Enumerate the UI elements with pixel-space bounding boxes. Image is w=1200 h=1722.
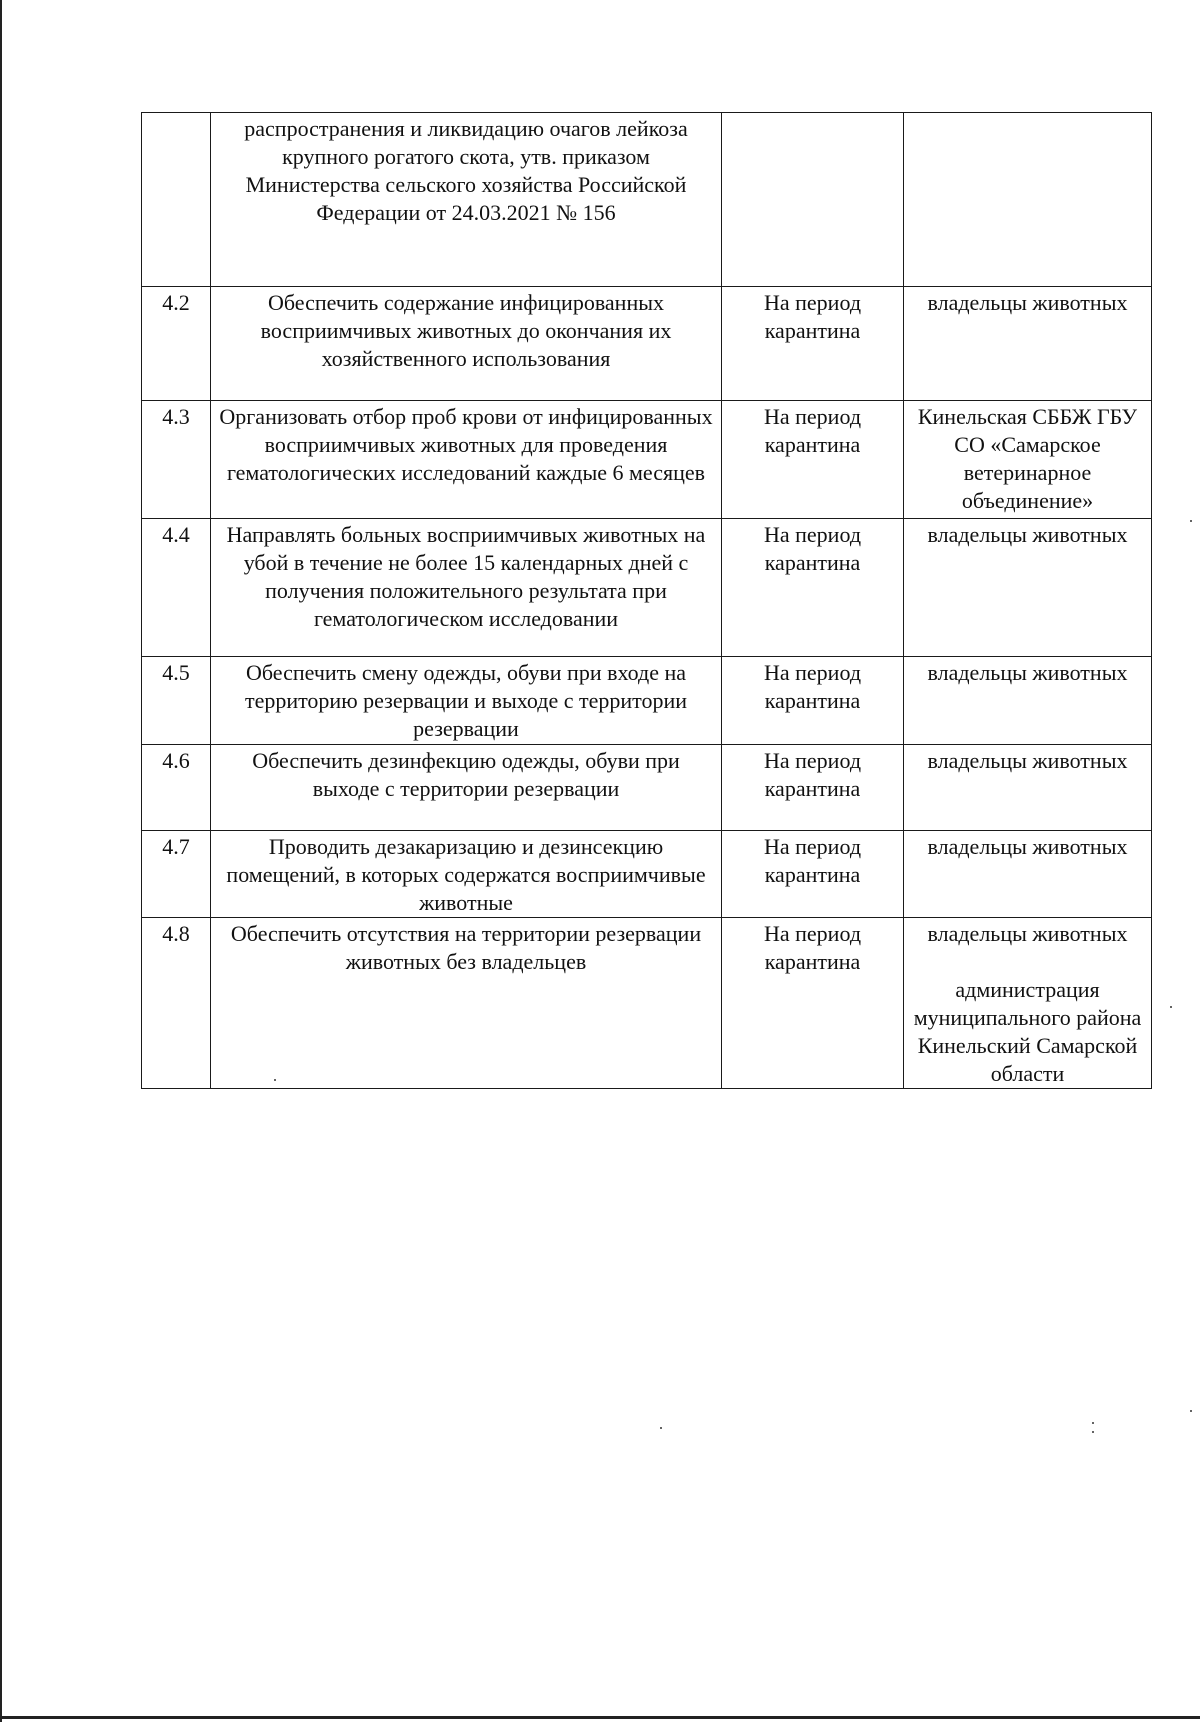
row-responsible: владельцы животных bbox=[904, 831, 1152, 918]
row-number bbox=[142, 113, 211, 287]
row-responsible-cell bbox=[904, 918, 1152, 1089]
scan-speck bbox=[660, 1427, 662, 1429]
row-action: Обеспечить отсутствия на территории резервации животных без владельцев bbox=[211, 918, 722, 1089]
row-term: На период карантина bbox=[722, 745, 904, 831]
row-number: 4.5 bbox=[142, 657, 211, 745]
row-responsible: владельцы животных bbox=[904, 745, 1152, 831]
row-term bbox=[722, 113, 904, 287]
row-action: Организовать отбор проб крови от инфицированных восприимчивых животных для проведения гематологических исследований каждые 6 месяцев bbox=[211, 401, 722, 519]
table-row bbox=[142, 657, 1152, 745]
row-number: 4.7 bbox=[142, 831, 211, 918]
row-term: На период карантина bbox=[722, 401, 904, 519]
row-action: распространения и ликвидацию очагов лейкоза крупного рогатого скота, утв. приказом Министерства сельского хозяйства Российской Федерации от 24.03.2021 № 156 bbox=[211, 113, 722, 287]
row-action: Обеспечить смену одежды, обуви при входе на территорию резервации и выходе с территории резервации bbox=[211, 657, 722, 745]
row-action: Проводить дезакаризацию и дезинсекцию помещений, в которых содержатся восприимчивые животные bbox=[211, 831, 722, 918]
row-term: На период карантина bbox=[722, 287, 904, 401]
row-term: На период карантина bbox=[722, 918, 904, 1089]
row-term: На период карантина bbox=[722, 657, 904, 745]
row-action: Обеспечить дезинфекцию одежды, обуви при выходе с территории резервации bbox=[211, 745, 722, 831]
scan-bottom-edge bbox=[0, 1716, 1200, 1719]
row-action: Направлять больных восприимчивых животных на убой в течение не более 15 календарных дней с получения положительного результата при гематологическом исследовании bbox=[211, 519, 722, 657]
row-responsible: владельцы животных bbox=[904, 657, 1152, 745]
table-row bbox=[142, 401, 1152, 519]
measures-table bbox=[141, 112, 1152, 1089]
row-responsible: Кинельская СББЖ ГБУ СО «Самарское ветеринарное объединение» bbox=[904, 401, 1152, 519]
row-number: 4.2 bbox=[142, 287, 211, 401]
row-term: На период карантина bbox=[722, 831, 904, 918]
row-number: 4.8 bbox=[142, 918, 211, 1089]
row-responsible: владельцы животных bbox=[927, 921, 1128, 946]
row-responsible bbox=[904, 113, 1152, 287]
row-term: На период карантина bbox=[722, 519, 904, 657]
table-row bbox=[142, 918, 1152, 1089]
row-responsible: владельцы животных bbox=[904, 519, 1152, 657]
table-row bbox=[142, 519, 1152, 657]
scan-speck bbox=[1190, 520, 1192, 522]
table-row bbox=[142, 113, 1152, 287]
row-responsible: владельцы животных bbox=[904, 287, 1152, 401]
scan-left-edge bbox=[0, 0, 2, 1722]
row-action: Обеспечить содержание инфицированных восприимчивых животных до окончания их хозяйственного использования bbox=[211, 287, 722, 401]
row-number: 4.3 bbox=[142, 401, 211, 519]
scan-speck bbox=[1170, 1006, 1172, 1008]
table-row bbox=[142, 745, 1152, 831]
row-number: 4.4 bbox=[142, 519, 211, 657]
scan-speck bbox=[1092, 1431, 1094, 1433]
row-responsible-secondary: администрация муниципального района Кинельский Самарской области bbox=[913, 977, 1142, 1086]
scan-speck bbox=[1190, 1410, 1192, 1412]
row-number: 4.6 bbox=[142, 745, 211, 831]
table-row bbox=[142, 831, 1152, 918]
table-row bbox=[142, 287, 1152, 401]
scan-speck bbox=[1092, 1422, 1094, 1424]
